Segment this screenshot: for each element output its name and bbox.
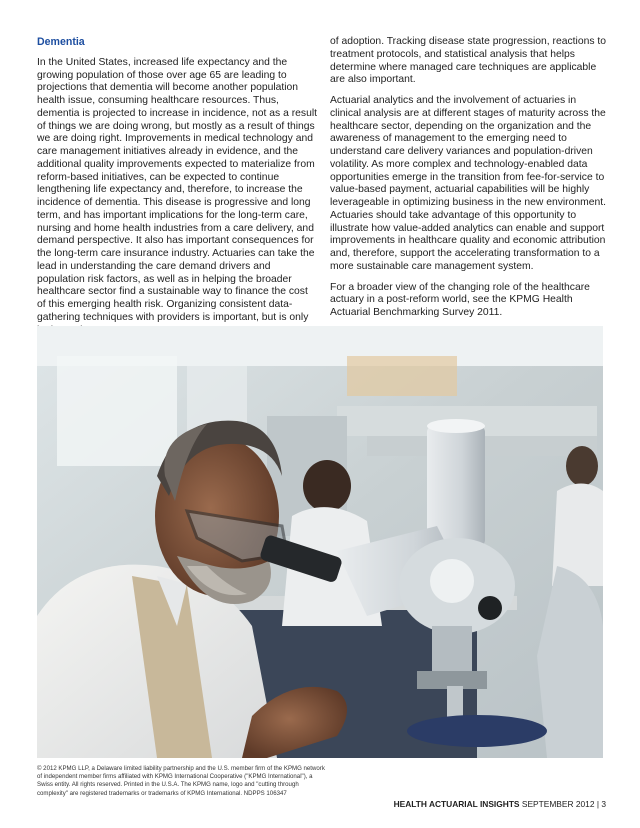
body-paragraph: of adoption. Tracking disease state progression, reactions to treatment protocols, and statistical analysis that helps determine where managed care techniques are applicable are also important. [330,36,606,86]
body-paragraph: For a broader view of the changing role of the healthcare actuary in a post-reform world, see the KPMG Health Actuarial Benchmarking Survey 2011. [330,281,590,318]
publication-date: SEPTEMBER 2012 [521,799,595,809]
legal-notice [37,765,327,798]
lab-scientist-microscope-illustration [37,326,603,758]
right-column [330,36,606,328]
lab-photo [37,326,603,758]
body-paragraph: Actuarial analytics and the involvement of actuaries in clinical analysis are at different stages of maturity across the healthcare sector, depending on the organization and the awareness of management to the emerging need to understand care delivery variances and population-driven volatility. As more complex and technology-enabled data opportunities emerge in the transition from fee-for-service to value-based payment, actuarial capabilities will be highly leverageable in optimizing business in the new environment. Actuaries should take advantage of this opportunity to illustrate how value-added analytics can enable and support improvements in healthcare quality and economic attribution and, therefore, support the accelerating transformation to a more sustainable care management system. [330,95,606,272]
body-paragraph: In the United States, increased life expectancy and the growing population of those over age 65 are leading to projections that dementia will become another population health issue, consuming healthcare resources. Thus, dementia is projected to increase in incidence, not as a result of things we are doing wrong, but mostly as a result of things we are doing right. Improvements in medical technology and care management initiatives already in evidence, and the additional quality improvements expected to materialize from reform-based initiatives, can be expected to continue lengthening life expectancy and, therefore, to increase the incidence of dementia. This disease is progressive and long term, and has important implications for the long-term care, nursing and home health industries from a care delivery, and demand perspective. It also has important consequences for the long-term care insurance industry. Actuaries can take the lead in understanding the care demand drivers and population risk factors, as well as in helping the broader healthcare sector find a sustainable way to finance the cost of this emerging health risk. Organizing consistent data-gathering techniques with providers is important, but is only [37,56,318,323]
legal-text: © 2012 KPMG LLP, a Delaware limited liability partnership and the U.S. member firm of the KPMG network of independent member firms affiliated with KPMG International Cooperative ("KPMG International"), a Swiss entity. All rights reserved. Printed in the U.S.A. The KPMG name, logo and "cutting through complexity" are registered trademarks or trademarks of KPMG International. NDPPS 106347 [37,765,325,797]
footer-separator: | [596,799,599,809]
left-column [37,36,319,345]
page-number: 3 [601,799,606,809]
publication-title: HEALTH ACTUARIAL INSIGHTS [393,799,520,809]
running-footer [394,799,606,809]
section-heading: Dementia [37,36,85,48]
